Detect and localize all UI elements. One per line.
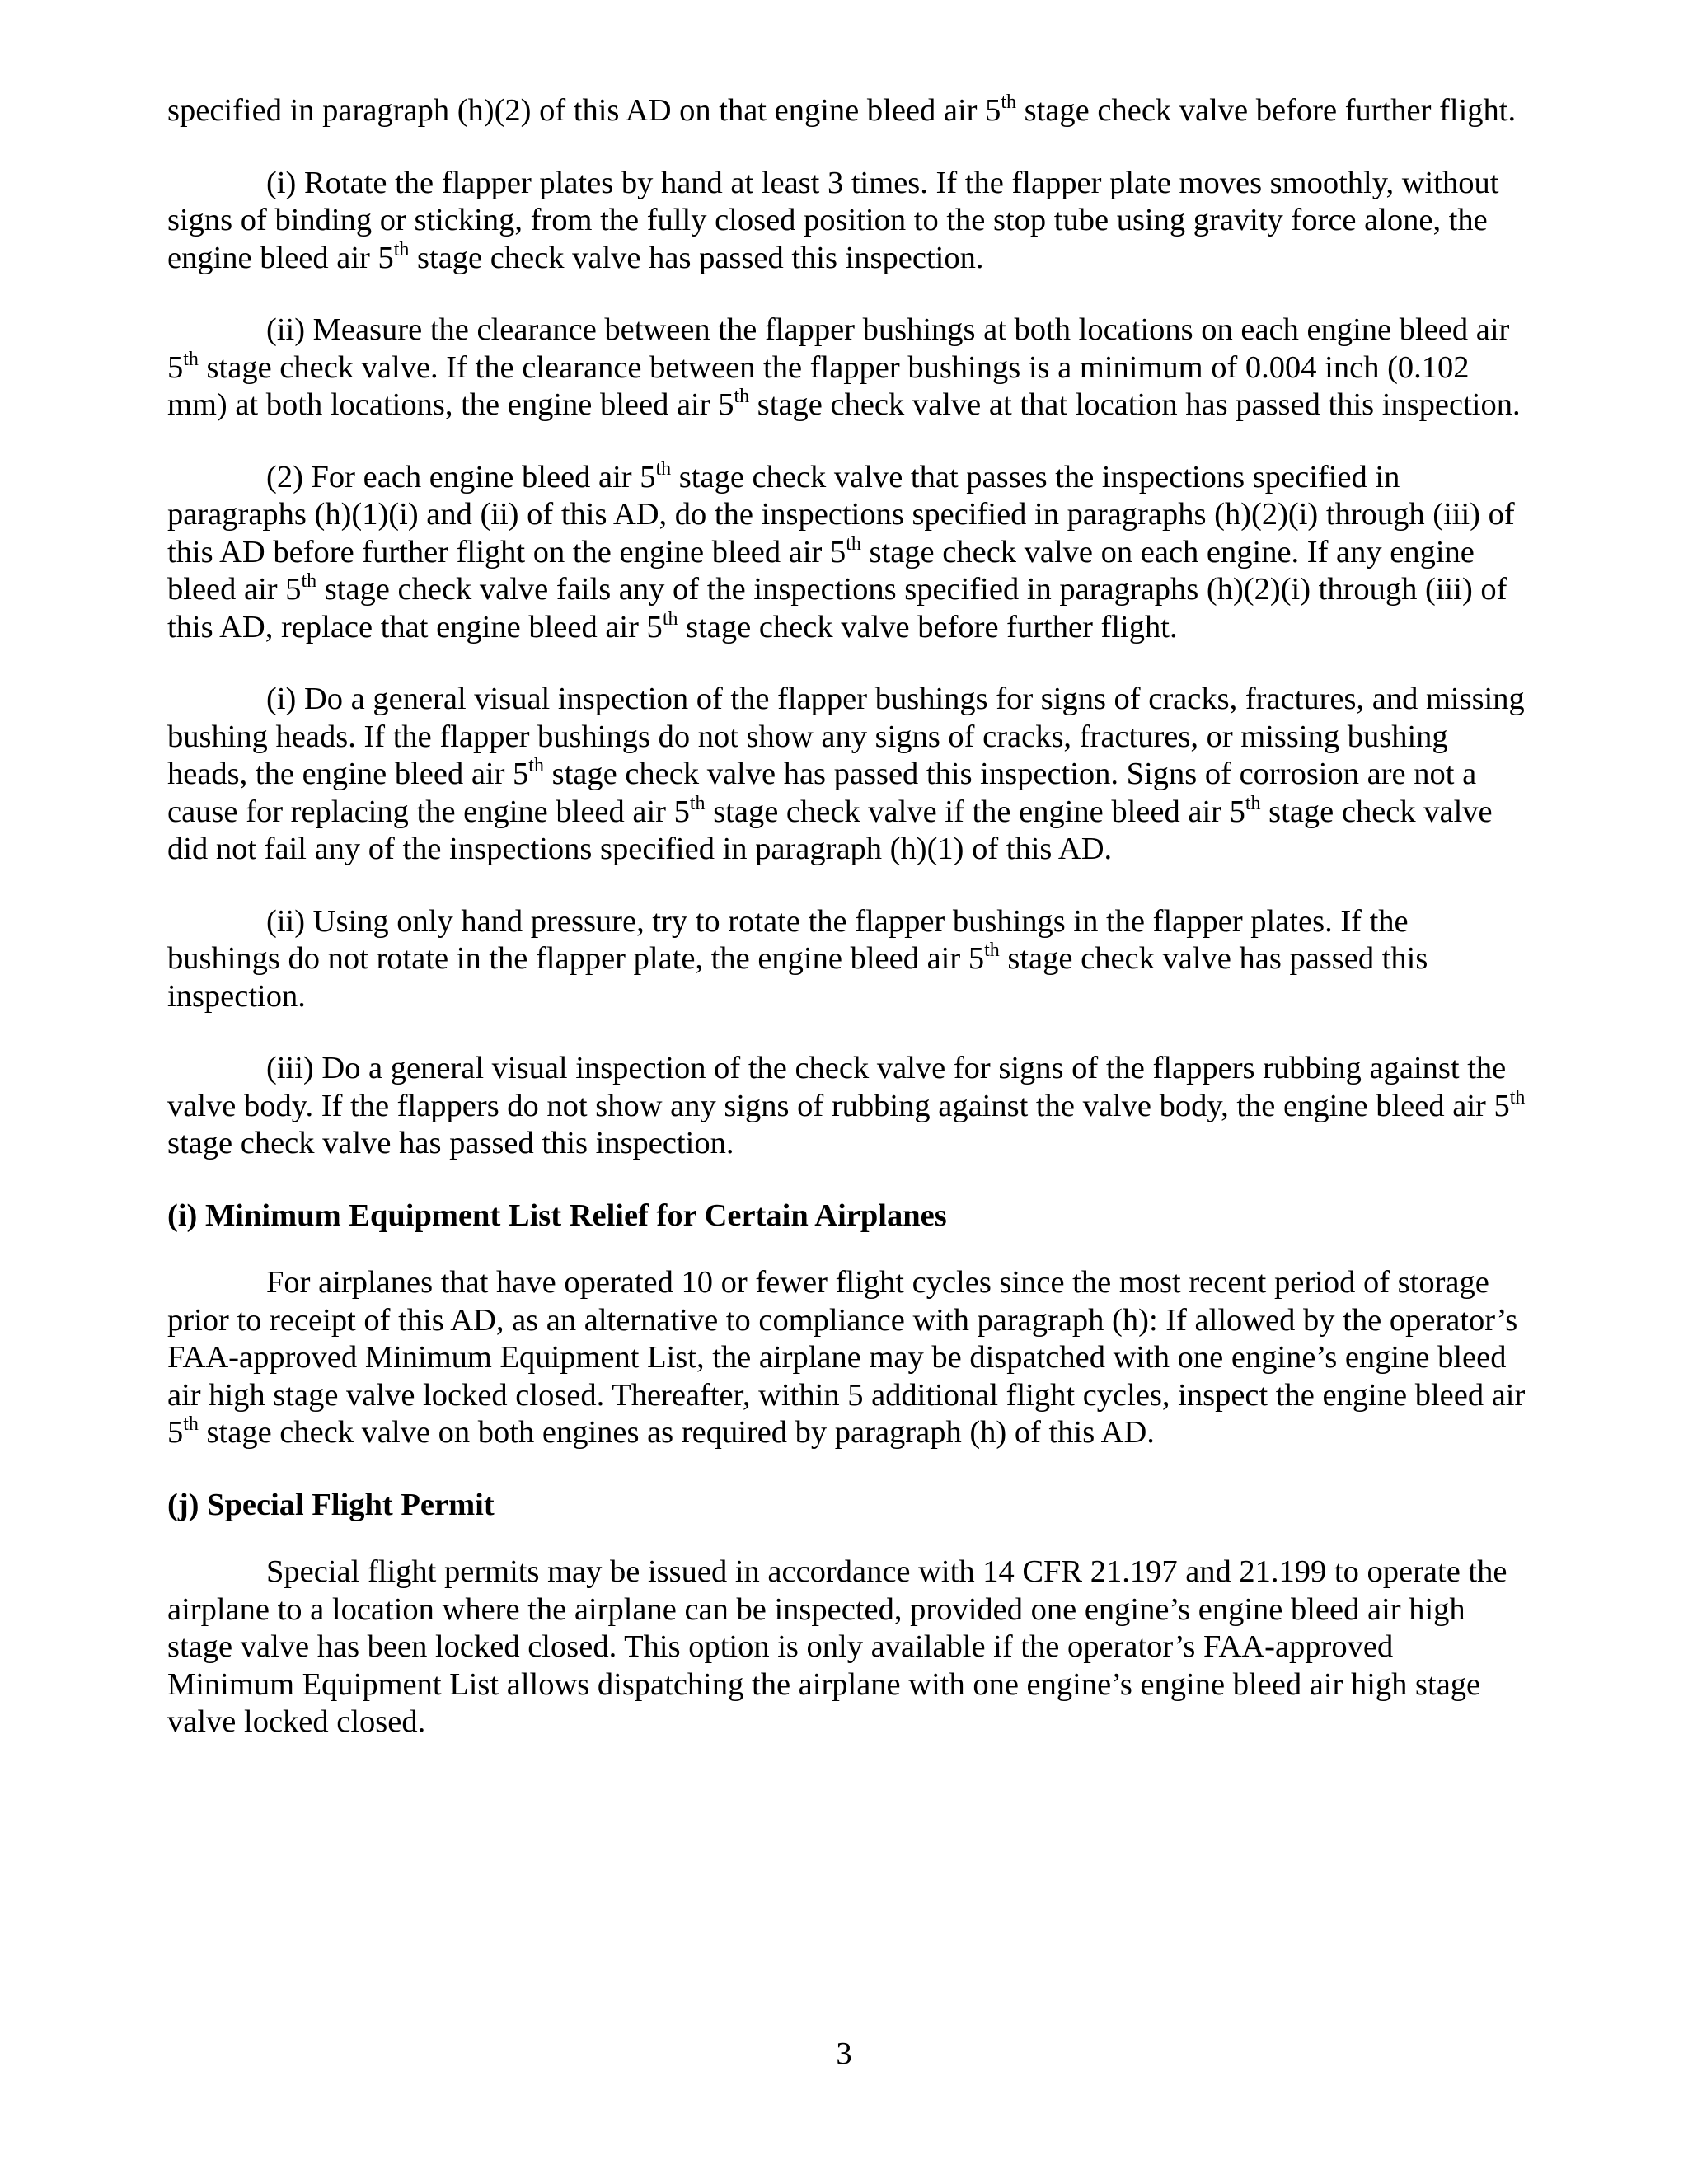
section-heading-i: (i) Minimum Equipment List Relief for Certain Airplanes (167, 1197, 947, 1233)
paragraph-special-flight-permit: Special flight permits may be issued in accordance with 14 CFR 21.197 and 21.199 to operate the airplane to a location where the airplane can be inspected, provided one engine’s engine bleed air high stage valve has been locked closed. This option is only available if the operator’s FAA-approved Minimum Equipment List allows dispatching the airplane with one engine’s engine bleed air high stage valve locked closed. (167, 1554, 1507, 1739)
paragraph-h1-i: (i) Rotate the flapper plates by hand at least 3 times. If the flapper plate moves smoothly, without signs of binding or sticking, from the fully closed position to the stop tube using gravity force alone, the engine bleed air 5th stage check valve has passed this inspection. (167, 165, 1499, 275)
paragraph-continuation: specified in paragraph (h)(2) of this AD on that engine bleed air 5th stage check valve before further flight. (167, 91, 1517, 128)
page-number: 3 (836, 2036, 852, 2071)
paragraph-h1-ii: (ii) Measure the clearance between the flapper bushings at both locations on each engine bleed air 5th stage check valve. If the clearance between the flapper bushings is a minimum of 0.004 inch (0.102 mm) at both locations, the engine bleed air 5th stage check valve at that location has passed this inspection. (167, 312, 1521, 422)
document-body (167, 92, 1527, 1776)
paragraph-h2: (2) For each engine bleed air 5th stage check valve that passes the inspections specified in paragraphs (h)(1)(i) and (ii) of this AD, do the inspections specified in paragraphs (h)(2)(i) through (iii) of this AD before further flight on the engine bleed air 5th stage check valve on each engine. If any engine bleed air 5th stage check valve fails any of the inspections specified in paragraphs (h)(2)(i) through (iii) of this AD, replace that engine bleed air 5th stage check valve before further flight. (167, 457, 1515, 644)
paragraph-mel-relief: For airplanes that have operated 10 or fewer flight cycles since the most recent period of storage prior to receipt of this AD, as an alternative to compliance with paragraph (h): If allowed by the operator’s FAA-approved Minimum Equipment List, the airplane may be dispatched with one engine’s engine bleed air high stage valve locked closed. Thereafter, within 5 additional flight cycles, inspect the engine bleed air 5th stage check valve on both engines as required by paragraph (h) of this AD. (167, 1265, 1526, 1450)
paragraph-h2-i: (i) Do a general visual inspection of the flapper bushings for signs of cracks, fractures, and missing bushing heads. If the flapper bushings do not show any signs of cracks, fractures, or missing bushing heads, the engine bleed air 5th stage check valve has passed this inspection. Signs of corrosion are not a cause for replacing the engine bleed air 5th stage check valve if the engine bleed air 5th stage check valve did not fail any of the inspections specified in paragraph (h)(1) of this AD. (167, 682, 1525, 866)
paragraph-h2-ii: (ii) Using only hand pressure, try to rotate the flapper bushings in the flapper plates. If the bushings do not rotate in the flapper plate, the engine bleed air 5th stage check valve has passed this inspection. (167, 903, 1428, 1014)
paragraph-h2-iii: (iii) Do a general visual inspection of the check valve for signs of the flappers rubbing against the valve body. If the flappers do not show any signs of rubbing against the valve body, the engine bleed air 5th stage check valve has passed this inspection. (167, 1051, 1526, 1160)
section-heading-j: (j) Special Flight Permit (167, 1487, 495, 1522)
